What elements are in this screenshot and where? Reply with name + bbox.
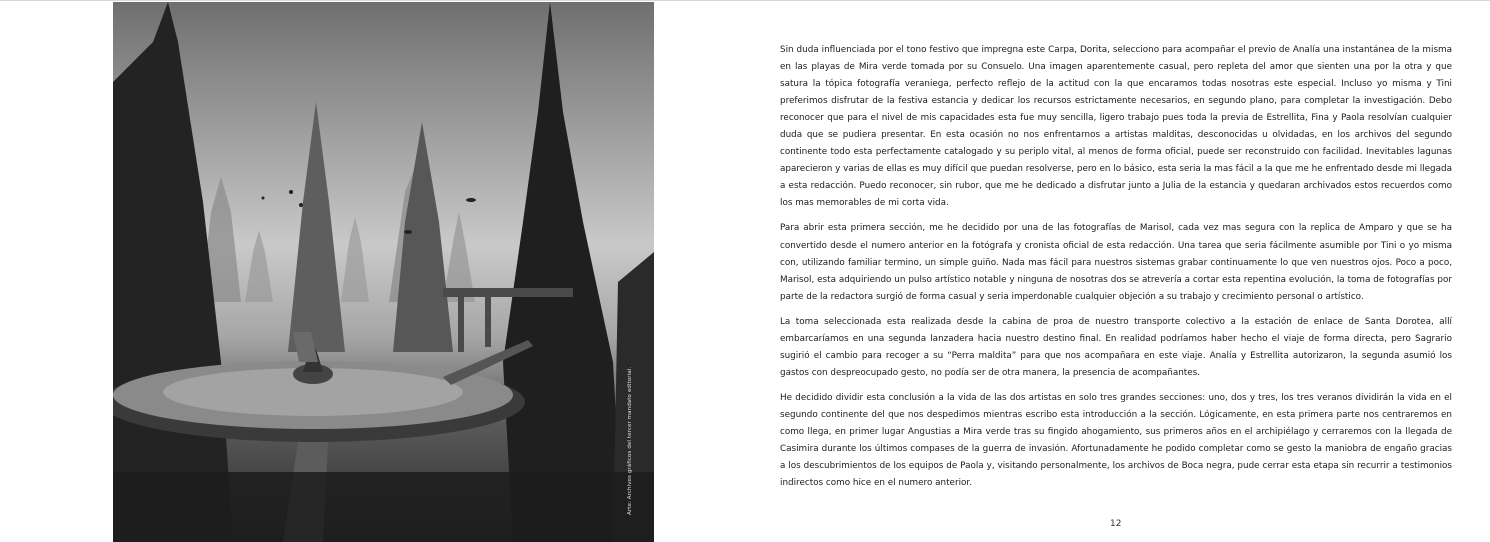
article-text bbox=[780, 42, 1452, 500]
paragraph: Sin duda influenciada por el tono festivo que impregna este Carpa, Dorita, selecciono para acompañar el previo de Analía una instantánea de la misma en las playas de Mira verde tomada por su Consuelo. Una imagen aparentemente casual, pero repleta del amor que sienten una por la otra y que satura la tópica fotografía veraniega, perfecto reflejo de la actitud con la que encaramos todas nosotras este especial. Incluso yo misma y Tini preferimos disfrutar de la festiva estancia y dedicar los recursos estrictamente necesarios, en segundo plano, para completar la investigación. Debo reconocer que para el nivel de mis capacidades esta fue muy sencilla, ligero trabajo pues toda la previa de Estrellita, Fina y Paola resolvían cualquier duda que se pudiera presentar. En esta ocasión no nos enfrentarnos a artistas malditas, desconocidas u olvidadas, en los archivos del segundo continente todo esta perfectamente catalogado y su periplo vital, al menos de forma oficial, puede ser reconstruido con facilidad. Inevitables lagunas aparecieron y varias de ellas es muy difícil que puedan resolverse, pero en lo básico, esta seria la mas fácil a la que me he enfrentado desde mi llegada a esta redacción. Puedo reconocer, sin rubor, que me he dedicado a disfrutar junto a Julia de la estancia y quedaran archivados estos recuerdos como los mas memorables de mi corta vida. bbox=[780, 45, 1452, 209]
paragraph: He decidido dividir esta conclusión a la vida de las dos artistas en solo tres grandes secciones: uno, dos y tres, los tres veranos dividirán la vida en el segundo continente del que nos despedimos mientras escribo esta introducción a la sección. Lógicamente, en esta primera parte nos centraremos en como llega, en primer lugar Angustias a Mira verde tras su fingido ahogamiento, sus primeros años en el archipiélago y cerraremos con la llegada de Casimira durante los últimos compases de la guerra de invasión. Afortunadamente he podido completar como se gesto la maniobra de engaño gracias a los descubrimientos de los equipos de Paola y, visitando personalmente, los archivos de Boca negra, pude cerrar esta etapa sin recurrir a testimonios indirectos como hice en el numero anterior. bbox=[780, 392, 1452, 489]
paragraph: Para abrir esta primera sección, me he decidido por una de las fotografías de Marisol, cada vez mas segura con la replica de Amparo y que se ha convertido desde el numero anterior en la fotógrafa y cronista oficial de esta redacción. Una tarea que seria fácilmente asumible por Tini o yo misma con, utilizando familiar termino, un simple guiño. Nada mas fácil para nuestros sistemas grabar continuamente lo que ven nuestros ojos. Poco a poco, Marisol, esta adquiriendo un pulso artístico notable y ninguna de nosotras dos se atrevería a cortar esta repentina evolución, la toma de fotografías por parte de la redactora surgió de forma casual y seria imperdonable cualquier objeción a su trabajo y crecimiento personal o artístico. bbox=[780, 223, 1452, 302]
paragraph: La toma seleccionada esta realizada desde la cabina de proa de nuestro transporte colectivo a la estación de enlace de Santa Dorotea, allí embarcaríamos en una segunda lanzadera hacia nuestro destino final. En realidad podríamos haber hecho el viaje de forma directa, pero Sagrario sugirió el cambio para recoger a su “Perra maldita” para que nos acompañara en este viaje. Analía y Estrellita autorizaron, la segunda asumió los gastos con despreocupado gesto, no podía ser de otra manera, la presencia de acompañantes. bbox=[780, 316, 1452, 378]
page-number: 12 bbox=[1110, 519, 1122, 529]
city-spires-photo bbox=[113, 2, 654, 542]
page-top-border bbox=[0, 0, 1490, 1]
city-spires-illustration bbox=[113, 2, 654, 542]
photo-credit-caption: Arte: Archivos gráficos del tercer mandato editorial. bbox=[627, 366, 633, 515]
